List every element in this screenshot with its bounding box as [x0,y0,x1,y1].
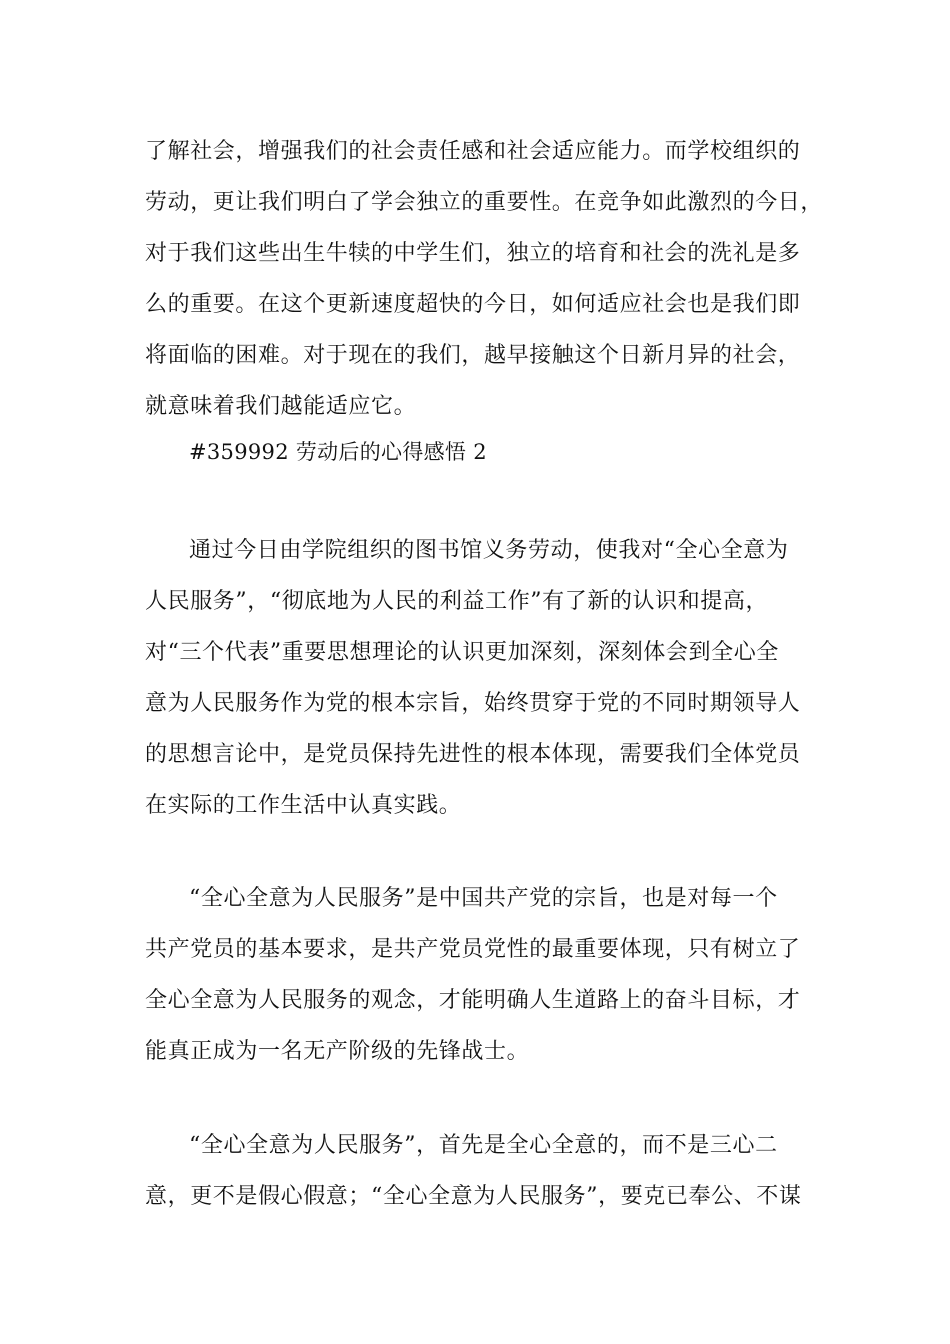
text-line: 能真正成为一名无产阶级的先锋战士。 [145,1039,530,1064]
text-line: 的思想言论中，是党员保持先进性的根本体现，需要我们全体党员 [145,742,801,767]
paragraph-library-labor [145,525,815,831]
text-line: 对于我们这些出生牛犊的中学生们，独立的培育和社会的洗礼是多 [145,241,801,266]
text-line: “全心全意为人民服务”是中国共产党的宗旨，也是对每一个 [189,886,778,911]
text-line: 劳动，更让我们明白了学会独立的重要性。在竞争如此激烈的今日， [145,190,824,215]
text-line: 意，更不是假心假意；“全心全意为人民服务”，要克已奉公、不谋 [145,1184,802,1209]
text-line: 在实际的工作生活中认真实践。 [145,793,462,818]
text-line: 意为人民服务作为党的根本宗旨，始终贯穿于党的不同时期领导人 [145,691,801,716]
text-line: 全心全意为人民服务的观念，才能明确人生道路上的奋斗目标，才 [145,988,801,1013]
section-heading: #359992 劳动后的心得感悟 2 [189,440,487,464]
text-line: 么的重要。在这个更新速度超快的今日，如何适应社会也是我们即 [145,292,801,317]
paragraph-wholeheartedly [145,1120,815,1222]
paragraph-intro-continued [145,126,824,432]
text-line: 将面临的困难。对于现在的我们，越早接触这个日新月异的社会， [145,343,801,368]
paragraph-party-purpose [145,873,815,1077]
text-line: “全心全意为人民服务”，首先是全心全意的，而不是三心二 [189,1133,778,1158]
text-line: 就意味着我们越能适应它。 [145,394,417,419]
text-line: 了解社会，增强我们的社会责任感和社会适应能力。而学校组织的 [145,139,801,164]
text-line: 对“三个代表”重要思想理论的认识更加深刻，深刻体会到全心全 [145,640,779,665]
text-line: 人民服务”，“彻底地为人民的利益工作”有了新的认识和提高， [145,589,769,614]
text-line: 共产党员的基本要求，是共产党员党性的最重要体现，只有树立了 [145,937,801,962]
text-line: 通过今日由学院组织的图书馆义务劳动，使我对“全心全意为 [189,538,789,563]
